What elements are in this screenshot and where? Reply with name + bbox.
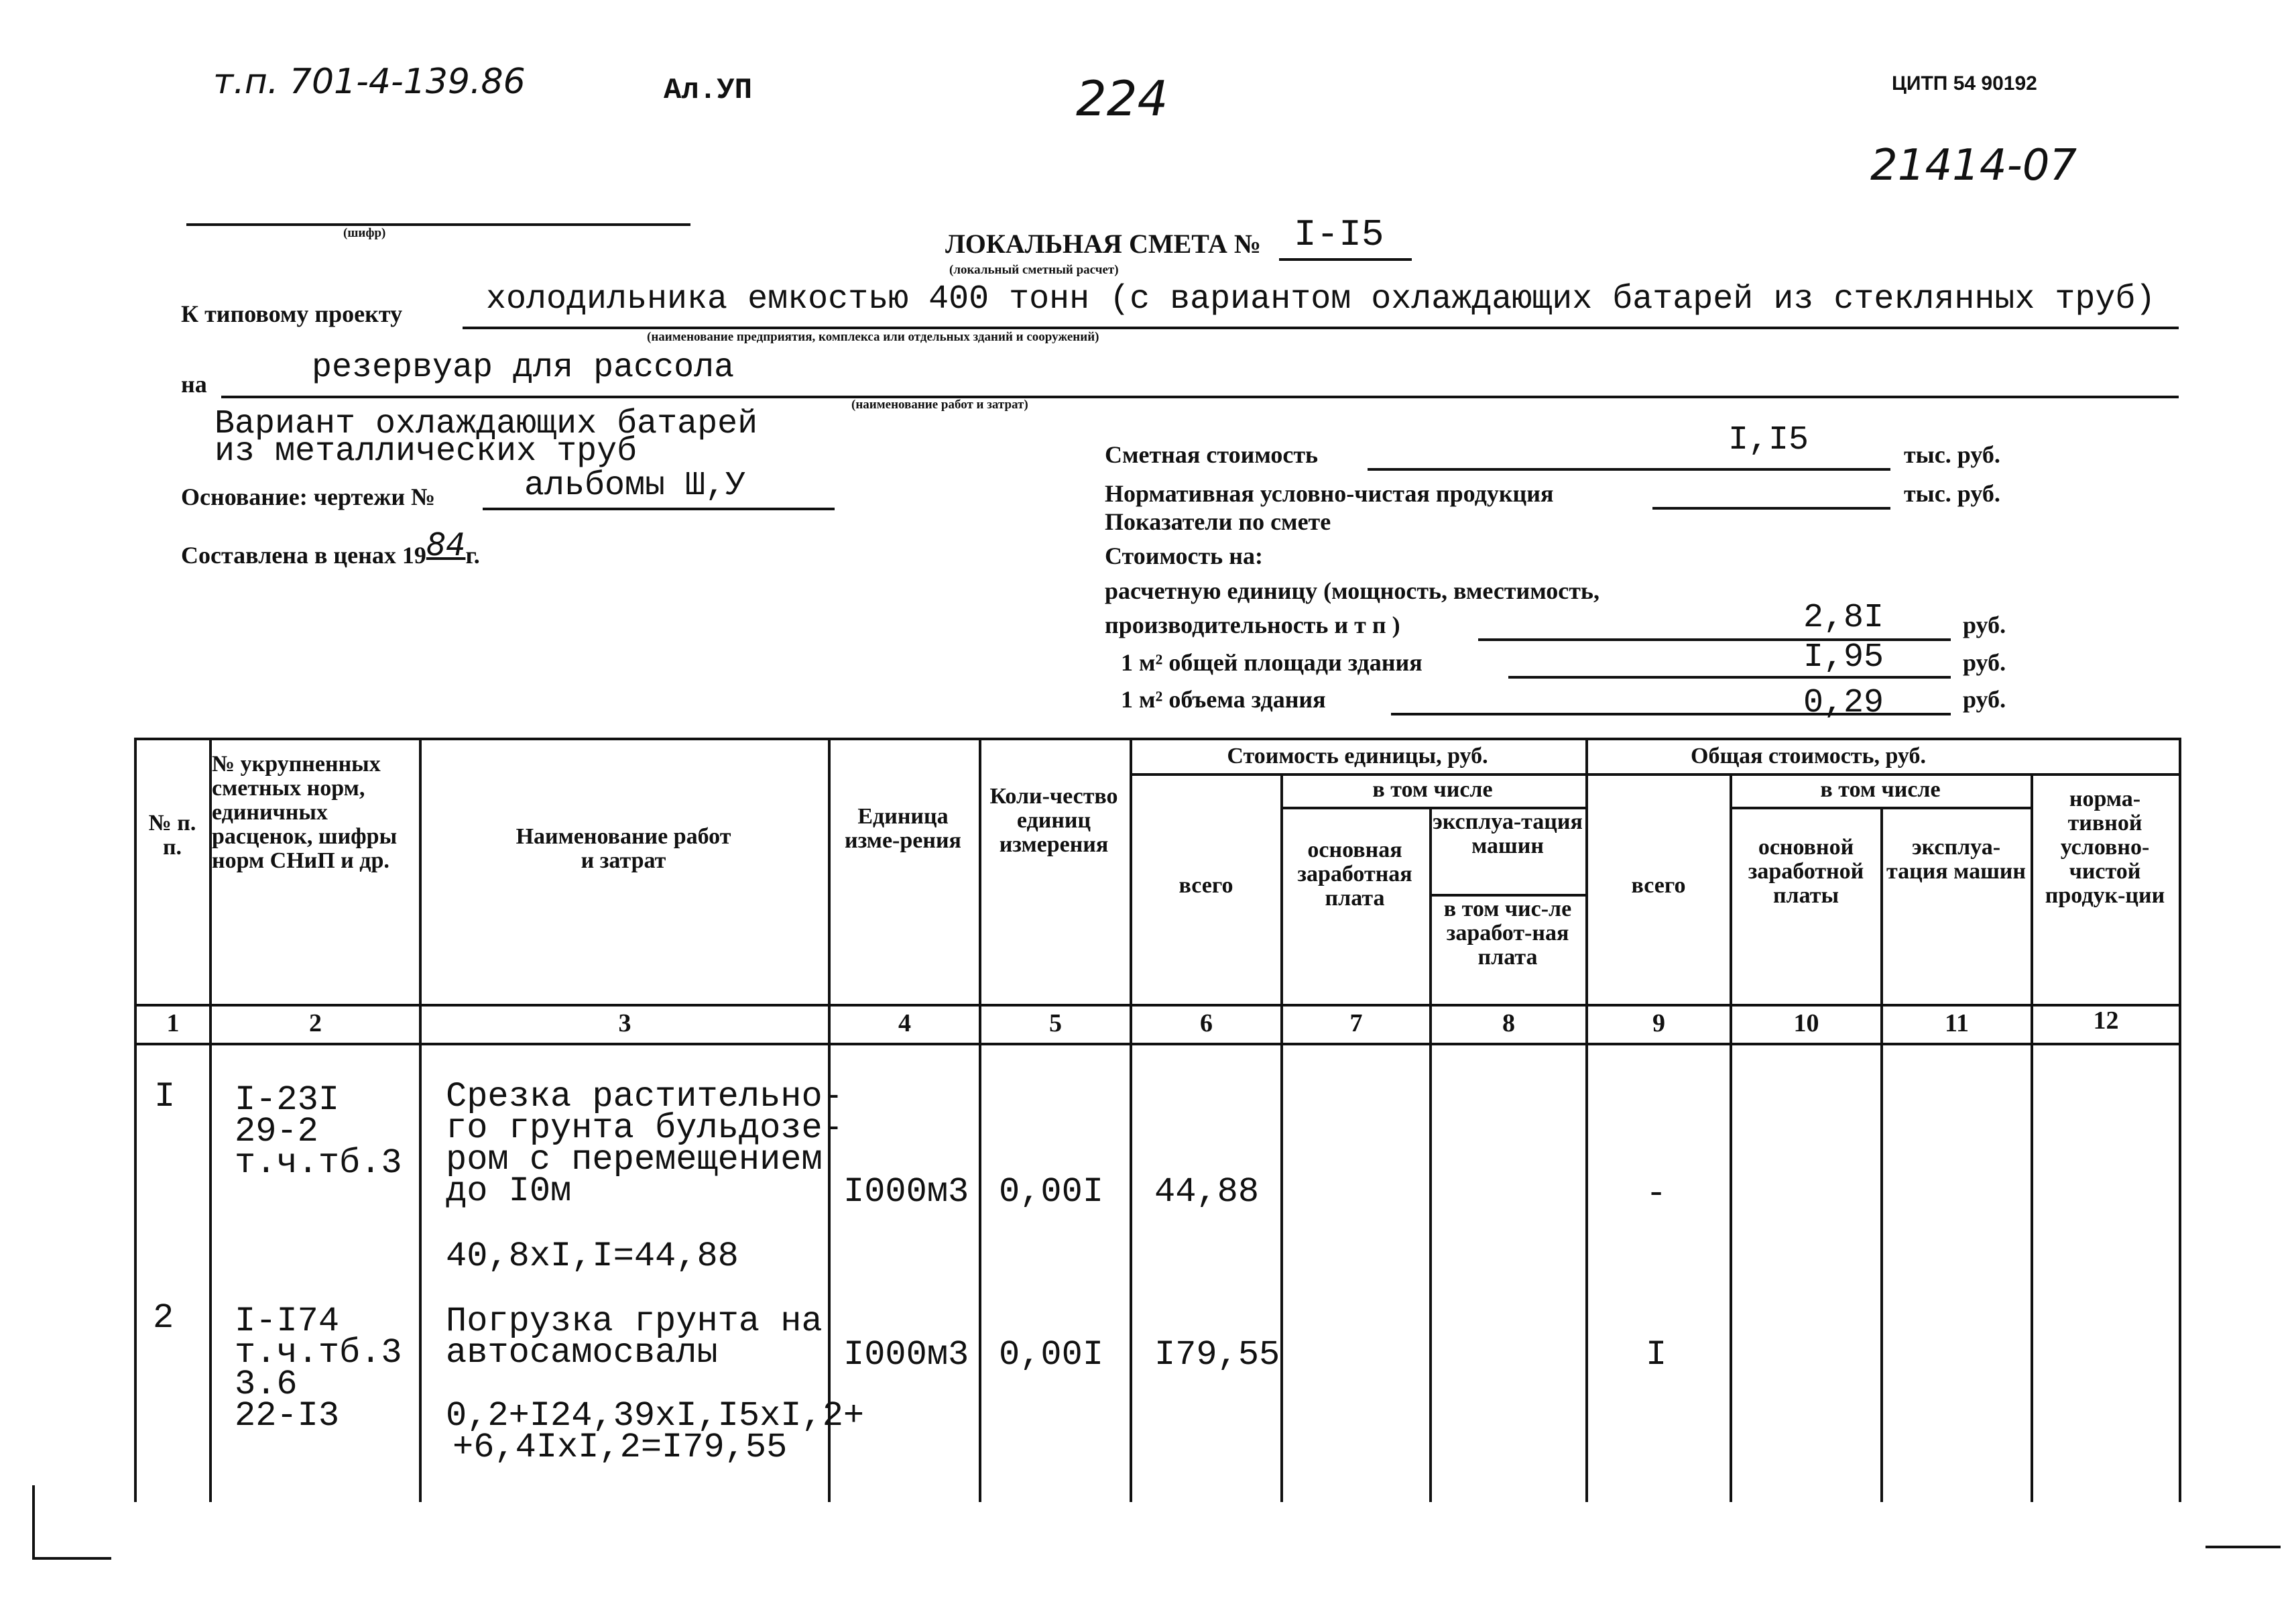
on-caption: (наименование работ и затрат) <box>851 398 1028 412</box>
row-unit-total: I79,55 <box>1154 1335 1280 1375</box>
row-num: 2 <box>153 1298 174 1338</box>
title-caption: (локальный сметный расчет) <box>949 263 1119 277</box>
on-label: на <box>181 371 207 398</box>
unit-value: 2,8I <box>1803 599 1884 637</box>
row-code-line: I-I74 <box>235 1302 340 1341</box>
col-line-2 <box>419 738 422 1502</box>
volume-value: 0,29 <box>1803 684 1884 722</box>
page-title: ЛОКАЛЬНАЯ СМЕТА № <box>945 229 1262 259</box>
row-name-line: автосамосвалы <box>446 1333 718 1373</box>
on-value: резервуар для рассола <box>312 349 735 387</box>
page-number: 224 <box>1076 70 1168 127</box>
cipher-caption: (шифр) <box>343 226 386 240</box>
header-c8a: эксплуа-тация машин <box>1433 809 1583 859</box>
album-label: Ал.УП <box>664 74 753 107</box>
area-value: I,95 <box>1803 638 1884 677</box>
norm-sub-line <box>2031 773 2179 776</box>
row-total: I <box>1646 1335 1667 1375</box>
variant-line-2: из металлических труб <box>215 433 638 471</box>
variant-line-1: Вариант охлаждающих батарей <box>215 405 758 443</box>
col-num-11: 11 <box>1945 1009 1969 1037</box>
sheet-code: 21414-07 <box>1870 141 2077 190</box>
cost-unit: тыс. руб. <box>1904 441 2000 468</box>
col-line-8 <box>1585 738 1588 1502</box>
col-line-0 <box>134 738 137 1502</box>
col-num-10: 10 <box>1793 1009 1819 1037</box>
header-unit-cost: Стоимость единицы, руб. <box>1227 744 1488 768</box>
basis-value: альбомы Ш,У <box>524 467 746 505</box>
col-line-5 <box>1130 738 1132 1502</box>
header-c6: всего <box>1179 873 1233 898</box>
prices-label-suffix: г. <box>465 542 480 569</box>
row-calc-line: +6,4IхI,2=I79,55 <box>452 1428 788 1467</box>
row-code-line: 29-2 <box>235 1112 318 1151</box>
on-line <box>221 396 2179 398</box>
project-label: К типовому проекту <box>181 300 403 327</box>
row-calc-line: 0,2+I24,39хI,I5хI,2+ <box>446 1396 865 1436</box>
col-num-12: 12 <box>2093 1007 2119 1035</box>
unit-currency: руб. <box>1963 612 2006 638</box>
header-c11: эксплуа-тация машин <box>1886 835 2026 884</box>
col-num-2: 2 <box>309 1009 322 1037</box>
header-c10: основной заработной платы <box>1748 835 1864 909</box>
prices-year: 84 <box>426 526 466 563</box>
row-code-line: 3.6 <box>235 1365 298 1404</box>
unit-cost-sub-line <box>1130 773 1585 776</box>
col-num-7: 7 <box>1349 1009 1363 1037</box>
prices-label <box>181 526 480 571</box>
unit-line-2: производительность и т п ) <box>1105 612 1400 638</box>
col-num-3: 3 <box>618 1009 631 1037</box>
header-c9: всего <box>1631 873 1686 898</box>
basis-line <box>483 508 835 510</box>
area-value-line <box>1508 676 1951 679</box>
project-value: холодильника емкостью 400 тонн (с вариантом охлаждающих батарей из стеклянных труб) <box>486 280 2156 319</box>
row-unit: I000м3 <box>843 1335 969 1375</box>
row-name-line: Погрузка грунта на <box>446 1302 823 1341</box>
project-caption: (наименование предприятия, комплекса или отдельных зданий и сооружений) <box>647 330 1099 344</box>
estimate-number-line <box>1279 258 1412 261</box>
corner-mark-right <box>2206 1546 2281 1548</box>
row-name-line: Срезка растительно- <box>446 1077 843 1116</box>
corner-mark-left <box>32 1485 35 1559</box>
colnum-top-line <box>134 1004 2179 1007</box>
row-num: I <box>154 1077 176 1116</box>
header-incl-a: в том числе <box>1372 777 1493 802</box>
row-code-line: I-23I <box>235 1080 340 1120</box>
row-name-line: го грунта бульдозе- <box>446 1108 843 1148</box>
row-code-line: 22-I3 <box>235 1396 340 1436</box>
col-num-5: 5 <box>1049 1009 1062 1037</box>
unit-line-1: расчетную единицу (мощность, вместимость, <box>1105 577 1599 604</box>
table-top-line <box>134 738 2179 740</box>
header-total-cost: Общая стоимость, руб. <box>1691 744 1926 768</box>
cost-on-label: Стоимость на: <box>1105 542 1263 569</box>
project-line <box>463 327 2179 329</box>
basis-label: Основание: чертежи № <box>181 483 436 510</box>
header-c12: норма-тивной условно-чистой продук-ции <box>2045 787 2165 909</box>
header-c4: Единица изме-рения <box>845 804 961 854</box>
header-c8b: в том чис-ле заработ-ная плата <box>1443 897 1572 970</box>
volume-label: 1 м² объема здания <box>1121 686 1326 713</box>
row-name-line: ром с перемещением <box>446 1140 823 1180</box>
header-c2: № укрупненных сметных норм, единичных расценок, шифры норм СНиП и др. <box>212 752 398 874</box>
col-line-10 <box>1880 807 1883 1502</box>
cost-label: Сметная стоимость <box>1105 441 1319 468</box>
header-c7: основная заработная плата <box>1297 838 1412 911</box>
row-total: - <box>1646 1174 1667 1214</box>
normative-line <box>1652 507 1890 510</box>
cost-value: I,I5 <box>1728 421 1809 459</box>
row-unit-total: 44,88 <box>1154 1172 1260 1212</box>
header-incl-b: в том числе <box>1820 777 1941 802</box>
row-qty: 0,00I <box>999 1172 1104 1212</box>
row-code-line: т.ч.тб.3 <box>235 1143 402 1183</box>
row-qty: 0,00I <box>999 1335 1104 1375</box>
publisher-code: ЦИТП 54 90192 <box>1892 72 2037 95</box>
corner-mark-left-base <box>32 1557 111 1560</box>
header-c1: № п. п. <box>148 811 196 860</box>
col-num-9: 9 <box>1652 1009 1665 1037</box>
prices-label-prefix: Составлена в ценах 19 <box>181 542 426 569</box>
header-c3: Наименование работ и затрат <box>516 824 731 874</box>
volume-currency: руб. <box>1963 686 2006 713</box>
colnum-bottom-line <box>134 1043 2179 1045</box>
area-currency: руб. <box>1963 649 2006 676</box>
area-label: 1 м² общей площади здания <box>1121 649 1423 676</box>
row-calc-line: 40,8хI,I=44,88 <box>446 1237 739 1276</box>
cipher-line <box>186 223 690 226</box>
indicators-label: Показатели по смете <box>1105 508 1331 535</box>
row-code-line: т.ч.тб.3 <box>235 1333 402 1373</box>
estimate-number: I-I5 <box>1294 213 1384 256</box>
normative-unit: тыс. руб. <box>1904 480 2000 507</box>
header-c5: Коли-чество единиц измерения <box>989 784 1118 858</box>
col-num-1: 1 <box>166 1009 180 1037</box>
cost-line <box>1368 468 1890 471</box>
row-name-line: до I0м <box>446 1171 572 1211</box>
project-code: т.п. 701-4-139.86 <box>213 62 526 102</box>
normative-label: Нормативная условно-чистая продукция <box>1105 480 1554 507</box>
col-num-4: 4 <box>898 1009 911 1037</box>
col-num-8: 8 <box>1502 1009 1515 1037</box>
col-line-12 <box>2179 738 2181 1502</box>
col-num-6: 6 <box>1200 1009 1213 1037</box>
row-unit: I000м3 <box>843 1172 969 1212</box>
